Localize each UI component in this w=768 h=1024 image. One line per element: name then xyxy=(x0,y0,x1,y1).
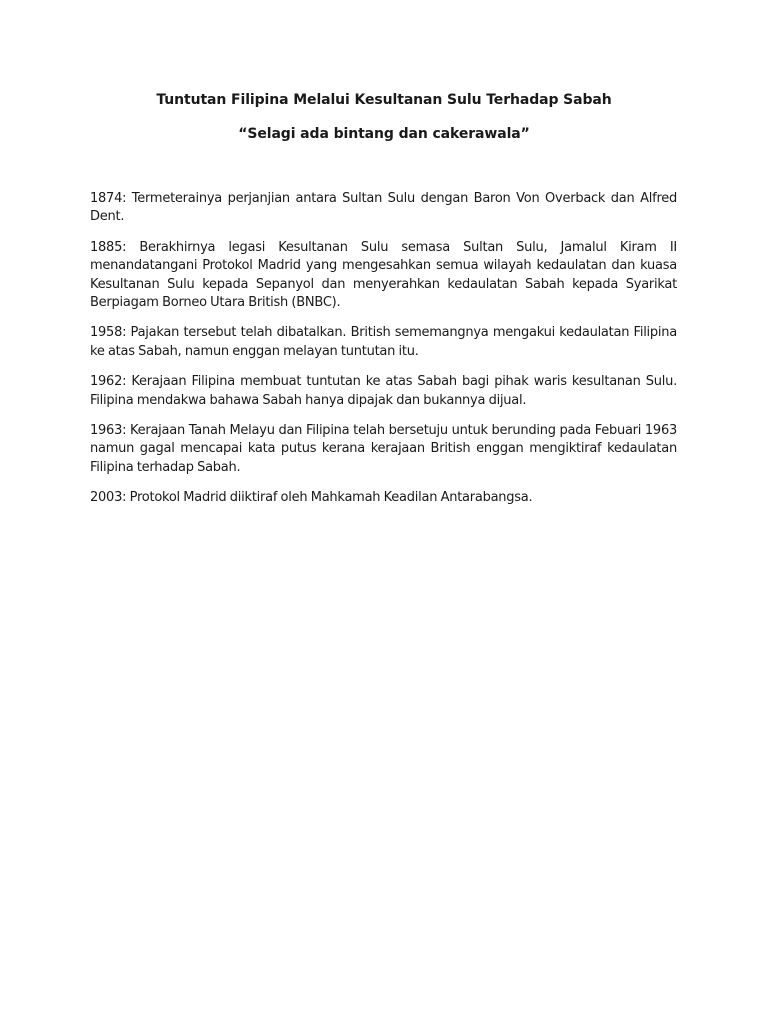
document-subtitle: “Selagi ada bintang dan cakerawala” xyxy=(238,126,530,142)
timeline-entry-1885: 1885: Berakhirnya legasi Kesultanan Sulu semasa Sultan Sulu, Jamalul Kiram II menandatangani Protokol Madrid yang mengesahkan semua wilayah kedaulatan dan kuasa Kesultanan Sulu kepada Sepanyol dan menyerahkan kedaulatan Sabah kepada Syarikat Berpiagam Borneo Utara British (BNBC). xyxy=(90,239,677,311)
document-body xyxy=(90,190,677,520)
timeline-entry-1963: 1963: Kerajaan Tanah Melayu dan Filipina telah bersetuju untuk berunding pada Febuari 1963 namun gagal mencapai kata putus kerana kerajaan British enggan mengiktiraf kedaulatan Filipina terhadap Sabah. xyxy=(90,423,677,475)
timeline-entry-1874: 1874: Termeterainya perjanjian antara Sultan Sulu dengan Baron Von Overback dan Alfred Dent. xyxy=(90,191,677,225)
document-title: Tuntutan Filipina Melalui Kesultanan Sulu Terhadap Sabah xyxy=(156,92,612,108)
timeline-entry-1958: 1958: Pajakan tersebut telah dibatalkan. British sememangnya mengakui kedaulatan Filipina ke atas Sabah, namun enggan melayan tuntutan itu. xyxy=(90,325,677,359)
timeline-entry-1962: 1962: Kerajaan Filipina membuat tuntutan ke atas Sabah bagi pihak waris kesultanan Sulu. Filipina mendakwa bahawa Sabah hanya dipajak dan bukannya dijual. xyxy=(90,374,677,408)
timeline-entry-2003: 2003: Protokol Madrid diiktiraf oleh Mahkamah Keadilan Antarabangsa. xyxy=(90,490,533,506)
